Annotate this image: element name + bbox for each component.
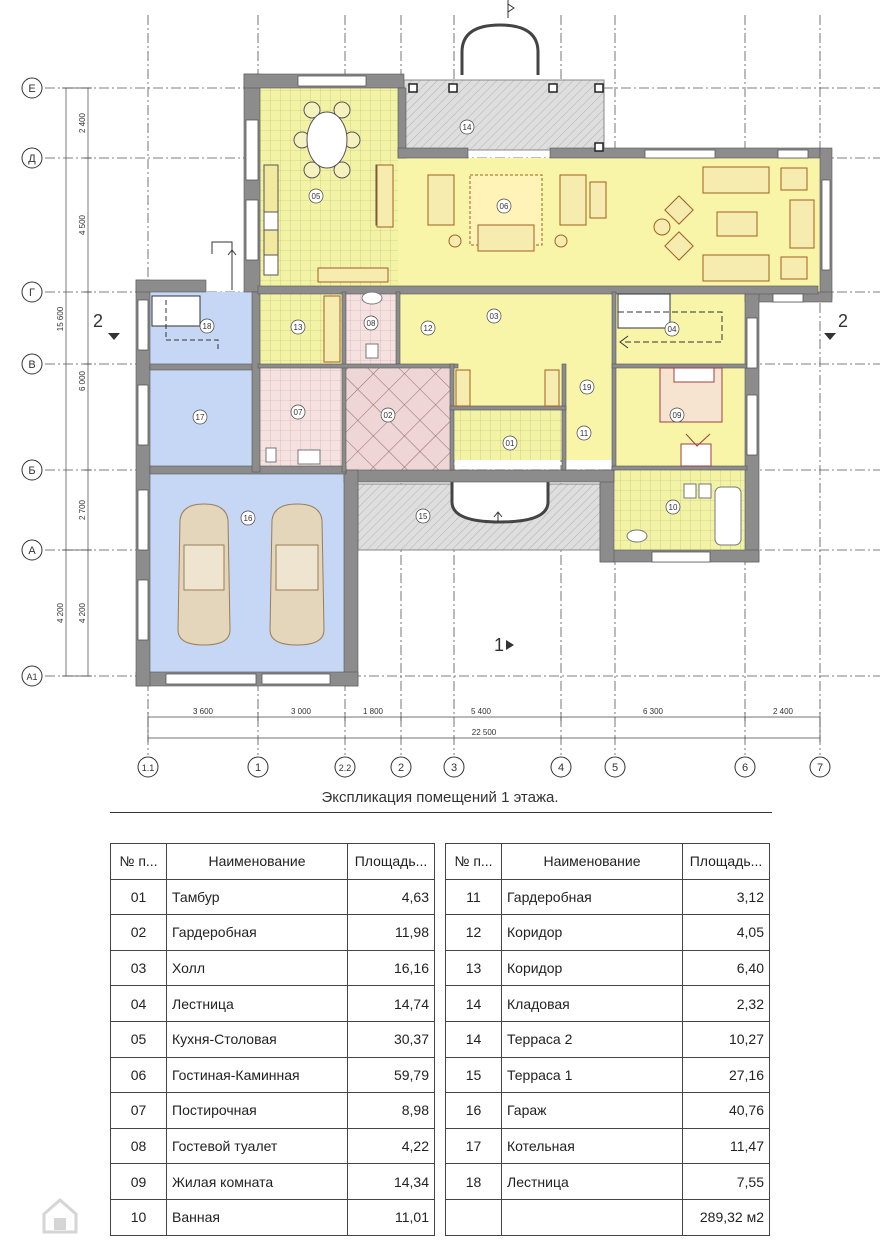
room-number-cell: 13 <box>446 950 502 986</box>
room-number: 16 <box>243 514 253 523</box>
room-area-cell: 11,01 <box>348 1199 435 1235</box>
room-area-cell: 6,40 <box>683 950 770 986</box>
axis-label: 1 <box>254 762 262 774</box>
room-number: 06 <box>499 202 509 211</box>
flag-icon <box>508 0 514 18</box>
table-row <box>446 915 770 951</box>
room-number: 03 <box>489 312 499 321</box>
axis-label: 5 <box>611 762 619 774</box>
axis-label: 4 <box>557 762 565 774</box>
room-number-cell: 16 <box>446 1093 502 1129</box>
room-number-cell: 04 <box>111 986 167 1022</box>
room-name-cell: Коридор <box>502 915 683 951</box>
table-row <box>446 1128 770 1164</box>
section-mark-bottom: 1 <box>494 635 505 655</box>
porch-north <box>462 25 538 75</box>
room-number-cell: 11 <box>446 879 502 915</box>
column-header: Площадь... <box>683 844 770 880</box>
room-area-cell: 4,22 <box>348 1128 435 1164</box>
room-area-cell: 4,05 <box>683 915 770 951</box>
column-header: Наименование <box>167 844 348 880</box>
room-11-wardrobe <box>564 364 614 460</box>
table-row <box>111 950 435 986</box>
room-number: 17 <box>195 413 205 422</box>
section-arrow-icon <box>108 333 120 340</box>
axis-label: 2.2 <box>338 763 352 773</box>
room-area-cell: 11,47 <box>683 1128 770 1164</box>
axis-label: 2 <box>397 762 405 774</box>
room-number: 05 <box>311 192 321 201</box>
room-name-cell: Кухня-Столовая <box>167 1021 348 1057</box>
room-name-cell: Постирочная <box>167 1093 348 1129</box>
dimension-label: 3 600 <box>192 707 214 716</box>
dimension-label: 5 400 <box>470 707 492 716</box>
explication-title: Экспликация помещений 1 этажа. <box>321 789 559 806</box>
table-row <box>446 1164 770 1200</box>
row-axis-bubbles <box>22 78 42 686</box>
room-name-cell: Терраса 2 <box>502 1021 683 1057</box>
total-row <box>446 1199 770 1235</box>
car-2 <box>270 504 324 645</box>
dimension-label: 3 000 <box>290 707 312 716</box>
room-number-cell: 06 <box>111 1057 167 1093</box>
room-name-cell: Гараж <box>502 1093 683 1129</box>
left-dimension-lines <box>62 88 92 676</box>
car-1 <box>178 504 230 645</box>
house-logo-icon <box>40 1196 80 1236</box>
column-header: Наименование <box>502 844 683 880</box>
table-row <box>111 1021 435 1057</box>
room-name-cell: Лестница <box>167 986 348 1022</box>
room-name-cell: Тамбур <box>167 879 348 915</box>
table-row <box>111 1199 435 1235</box>
dimension-label: 2 700 <box>78 499 87 521</box>
section-mark-right: 2 <box>838 311 849 331</box>
boiler-entrance-arrow-icon <box>212 242 236 290</box>
room-name-cell: Кладовая <box>502 986 683 1022</box>
bottom-dimension-lines <box>148 712 820 742</box>
room-area-cell: 40,76 <box>683 1093 770 1129</box>
room-name-cell: Котельная <box>502 1128 683 1164</box>
room-name-cell: Ванная <box>167 1199 348 1235</box>
room-number-cell: 05 <box>111 1021 167 1057</box>
room-name-cell: Лестница <box>502 1164 683 1200</box>
explication-rule <box>110 812 772 813</box>
room-number-cell: 03 <box>111 950 167 986</box>
room-number-cell: 07 <box>111 1093 167 1129</box>
room-name-cell: Коридор <box>502 950 683 986</box>
table-row <box>111 1164 435 1200</box>
room-area-cell: 27,16 <box>683 1057 770 1093</box>
table-row <box>446 1057 770 1093</box>
table-row <box>111 986 435 1022</box>
dimension-label: 4 200 <box>56 602 65 624</box>
axis-label: Г <box>29 287 35 299</box>
room-number-cell: 17 <box>446 1128 502 1164</box>
room-number: 14 <box>462 123 472 132</box>
room-name-cell: Холл <box>167 950 348 986</box>
room-number: 04 <box>667 325 677 334</box>
room-number: 10 <box>668 503 678 512</box>
table-row <box>446 986 770 1022</box>
room-name-cell: Гостиная-Каминная <box>167 1057 348 1093</box>
explication-table-left <box>110 843 435 1236</box>
room-number-cell: 15 <box>446 1057 502 1093</box>
room-number: 15 <box>418 512 428 521</box>
axis-label: Б <box>28 465 36 477</box>
column-axis-bubbles <box>138 757 830 777</box>
room-area-cell: 11,98 <box>348 915 435 951</box>
room-number-cell: 18 <box>446 1164 502 1200</box>
axis-label: А <box>28 545 36 557</box>
dimension-label: 6 300 <box>642 707 664 716</box>
room-area-cell: 30,37 <box>348 1021 435 1057</box>
room-name-cell: Гостевой туалет <box>167 1128 348 1164</box>
axis-label: 1.1 <box>141 763 155 773</box>
axis-label: В <box>28 359 36 371</box>
explication-table-right <box>445 843 770 1236</box>
room-area-cell: 8,98 <box>348 1093 435 1129</box>
room-number-cell: 09 <box>111 1164 167 1200</box>
section-mark-left: 2 <box>93 311 104 331</box>
dimension-label: 2 400 <box>78 112 87 134</box>
porch-south <box>452 480 548 522</box>
room-area-cell: 4,63 <box>348 879 435 915</box>
room-name-cell: Жилая комната <box>167 1164 348 1200</box>
room-area-cell: 3,12 <box>683 879 770 915</box>
room-area-cell: 14,74 <box>348 986 435 1022</box>
table-row <box>111 1057 435 1093</box>
room-number-cell <box>446 1199 502 1235</box>
terrace-2 <box>404 80 604 150</box>
column-header: № п... <box>111 844 167 880</box>
room-number: 11 <box>579 429 589 438</box>
room-name-cell: Гардеробная <box>167 915 348 951</box>
room-01-vestibule <box>450 410 564 460</box>
axis-label: Д <box>28 153 36 165</box>
room-area-cell: 16,16 <box>348 950 435 986</box>
table-row <box>111 1128 435 1164</box>
section-arrow-icon <box>506 640 514 650</box>
axis-label: 6 <box>741 762 749 774</box>
room-number-cell: 02 <box>111 915 167 951</box>
room-name-cell: Терраса 1 <box>502 1057 683 1093</box>
room-number: 09 <box>672 411 682 420</box>
room-area-cell: 10,27 <box>683 1021 770 1057</box>
axis-label: Е <box>28 83 36 95</box>
table-row <box>111 879 435 915</box>
room-number-cell: 14 <box>446 986 502 1022</box>
total-dimension-label: 22 500 <box>471 728 497 737</box>
axis-label: 7 <box>816 762 824 774</box>
dimension-label: 2 400 <box>772 707 794 716</box>
room-number: 01 <box>505 439 515 448</box>
table-header-row <box>111 844 435 880</box>
room-name-cell: Гардеробная <box>502 879 683 915</box>
room-area-cell: 2,32 <box>683 986 770 1022</box>
room-number-cell: 12 <box>446 915 502 951</box>
total-area-cell: 289,32 м2 <box>683 1199 770 1235</box>
column-header: Площадь... <box>348 844 435 880</box>
room-02-wardrobe <box>344 364 450 470</box>
table-row <box>446 1021 770 1057</box>
room-number: 18 <box>202 322 212 331</box>
dimension-label: 1 800 <box>362 707 384 716</box>
table-row <box>446 879 770 915</box>
room-area-cell: 59,79 <box>348 1057 435 1093</box>
axis-label: А1 <box>26 672 38 682</box>
axis-label: 3 <box>450 762 458 774</box>
dimension-label: 4 200 <box>78 602 87 624</box>
column-header: № п... <box>446 844 502 880</box>
room-number: 19 <box>582 383 592 392</box>
room-area-cell: 7,55 <box>683 1164 770 1200</box>
room-number: 02 <box>383 411 393 420</box>
room-number: 07 <box>293 408 303 417</box>
room-number: 13 <box>293 323 303 332</box>
dimension-label: 15 600 <box>56 306 65 332</box>
room-number: 12 <box>423 324 433 333</box>
room-number-cell: 14 <box>446 1021 502 1057</box>
table-header-row <box>446 844 770 880</box>
room-number: 08 <box>366 319 376 328</box>
table-row <box>446 1093 770 1129</box>
table-row <box>446 950 770 986</box>
room-number-cell: 10 <box>111 1199 167 1235</box>
room-area-cell: 14,34 <box>348 1164 435 1200</box>
dimension-label: 4 500 <box>78 214 87 236</box>
room-number-cell: 08 <box>111 1128 167 1164</box>
room-name-cell <box>502 1199 683 1235</box>
section-arrow-icon <box>824 333 836 340</box>
table-row <box>111 1093 435 1129</box>
table-row <box>111 915 435 951</box>
dimension-label: 6 000 <box>78 370 87 392</box>
room-number-cell: 01 <box>111 879 167 915</box>
